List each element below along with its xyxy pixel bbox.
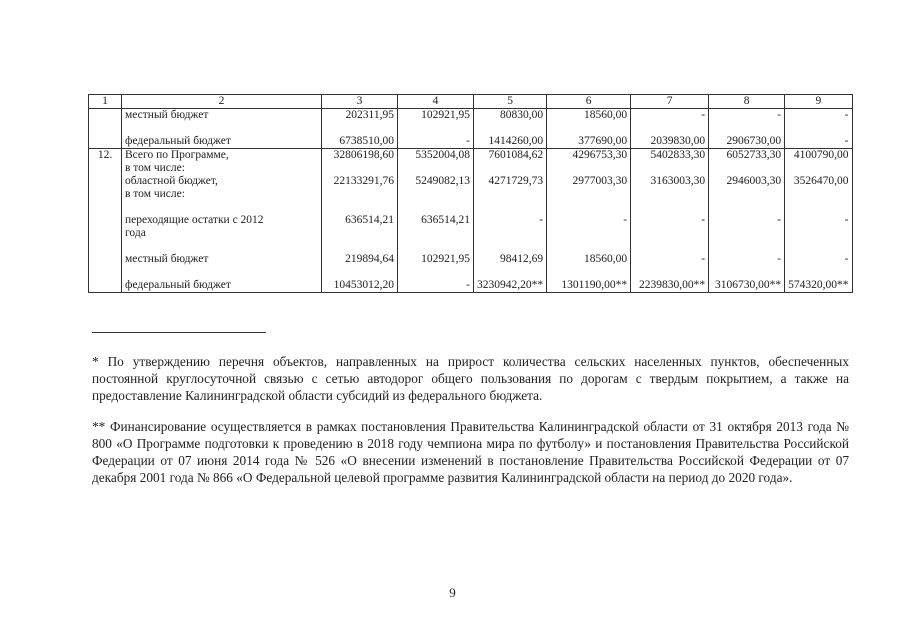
cell-line: 6052733,30 bbox=[726, 149, 782, 161]
cell-line bbox=[634, 240, 705, 253]
cell-line bbox=[712, 188, 781, 201]
cell-line: 4296753,30 bbox=[572, 149, 628, 161]
footnote-divider bbox=[92, 332, 266, 333]
footnote-1: * По утверждению перечня объектов, направленных на прирост количества сельских населенных пунктов, обеспеченных постоянной круглосуточной связью с сетью автодорог общего пользования по дорогам с твердым покрытием, а также на предоставление Калининградской области субсидий из федерального бюджета. bbox=[92, 354, 849, 403]
cell-line: 2239830,00** bbox=[639, 279, 706, 291]
cell-line bbox=[92, 266, 118, 279]
value-cell bbox=[547, 149, 631, 293]
cell-line: 6738510,00 bbox=[339, 135, 394, 147]
cell-line: 5402833,30 bbox=[650, 149, 706, 161]
cell-line: - bbox=[701, 214, 706, 226]
cell-line bbox=[92, 279, 118, 292]
cell-line bbox=[550, 201, 627, 214]
cell-line bbox=[92, 175, 118, 188]
cell-line: года bbox=[125, 227, 146, 239]
cell-line bbox=[550, 266, 627, 279]
value-cell bbox=[547, 109, 631, 149]
cell-line bbox=[788, 227, 848, 240]
cell-line: 18560,00 bbox=[584, 109, 628, 121]
cell-line: 636514,21 bbox=[345, 214, 394, 226]
cell-line: 3526470,00 bbox=[793, 175, 849, 187]
cell-line bbox=[712, 227, 781, 240]
value-cell bbox=[631, 149, 709, 293]
cell-line: - bbox=[777, 109, 782, 121]
cell-line bbox=[125, 266, 318, 279]
cell-line: местный бюджет bbox=[125, 253, 209, 265]
cell-line bbox=[634, 122, 705, 135]
value-cell bbox=[709, 149, 785, 293]
cell-line bbox=[550, 188, 627, 201]
column-number-5: 5 bbox=[474, 95, 547, 109]
cell-line bbox=[477, 266, 543, 279]
cell-line: - bbox=[777, 253, 782, 265]
cell-line bbox=[712, 240, 781, 253]
value-cell bbox=[474, 109, 547, 149]
cell-line: 3230942,20** bbox=[477, 279, 544, 291]
cell-line: в том числе: bbox=[125, 162, 185, 174]
column-number-3: 3 bbox=[322, 95, 398, 109]
cell-line bbox=[92, 188, 118, 201]
cell-line bbox=[788, 122, 848, 135]
cell-line bbox=[550, 227, 627, 240]
cell-line bbox=[634, 188, 705, 201]
cell-line: федеральный бюджет bbox=[125, 135, 231, 147]
cell-line bbox=[634, 201, 705, 214]
cell-line bbox=[712, 122, 781, 135]
budget-table bbox=[88, 94, 853, 293]
cell-line bbox=[92, 122, 118, 135]
column-number-1: 1 bbox=[89, 95, 122, 109]
cell-line bbox=[125, 201, 318, 214]
cell-line bbox=[477, 122, 543, 135]
cell-line bbox=[788, 162, 848, 175]
cell-line: 636514,21 bbox=[421, 214, 470, 226]
cell-line bbox=[325, 162, 394, 175]
cell-line: 202311,95 bbox=[345, 109, 394, 121]
cell-line bbox=[712, 266, 781, 279]
cell-line bbox=[401, 240, 470, 253]
cell-line: 5249082,13 bbox=[415, 175, 470, 187]
cell-line: - bbox=[701, 253, 706, 265]
cell-line: 2977003,30 bbox=[572, 175, 628, 187]
value-cell bbox=[322, 109, 398, 149]
cell-line: - bbox=[844, 214, 849, 226]
cell-line: - bbox=[539, 214, 544, 226]
cell-line: 2946003,30 bbox=[726, 175, 782, 187]
cell-line: 98412,69 bbox=[500, 253, 544, 265]
column-number-8: 8 bbox=[709, 95, 785, 109]
cell-line bbox=[401, 227, 470, 240]
cell-line bbox=[550, 240, 627, 253]
cell-line: 2906730,00 bbox=[726, 135, 782, 147]
cell-line bbox=[550, 162, 627, 175]
cell-line: 12. bbox=[97, 149, 113, 161]
cell-line bbox=[477, 227, 543, 240]
indicator-cell bbox=[122, 109, 322, 149]
cell-line bbox=[92, 253, 118, 266]
table-row bbox=[89, 149, 853, 293]
cell-line: 2039830,00 bbox=[650, 135, 706, 147]
cell-line: 1414260,00 bbox=[488, 135, 544, 147]
cell-line: - bbox=[777, 214, 782, 226]
cell-line bbox=[92, 135, 118, 148]
cell-line bbox=[401, 201, 470, 214]
cell-line bbox=[477, 240, 543, 253]
cell-line: местный бюджет bbox=[125, 109, 209, 121]
cell-line bbox=[477, 201, 543, 214]
cell-line bbox=[401, 162, 470, 175]
column-number-9: 9 bbox=[785, 95, 852, 109]
cell-line: 22133291,76 bbox=[333, 175, 394, 187]
cell-line: 18560,00 bbox=[584, 253, 628, 265]
cell-line bbox=[325, 266, 394, 279]
row-number-cell bbox=[89, 149, 122, 293]
cell-line bbox=[788, 188, 848, 201]
cell-line bbox=[788, 240, 848, 253]
column-number-2: 2 bbox=[122, 95, 322, 109]
value-cell bbox=[785, 149, 852, 293]
cell-line bbox=[634, 227, 705, 240]
cell-line bbox=[712, 162, 781, 175]
cell-line bbox=[634, 266, 705, 279]
cell-line: 80830,00 bbox=[500, 109, 544, 121]
cell-line bbox=[92, 240, 118, 253]
cell-line: - bbox=[466, 279, 470, 291]
cell-line: Всего по Программе, bbox=[125, 149, 229, 161]
cell-line: 574320,00** bbox=[788, 279, 849, 291]
cell-line bbox=[550, 122, 627, 135]
cell-line bbox=[477, 188, 543, 201]
cell-line: 219894,64 bbox=[345, 253, 394, 265]
cell-line: 5352004,08 bbox=[415, 149, 470, 161]
cell-line: - bbox=[623, 214, 628, 226]
value-cell bbox=[785, 109, 852, 149]
cell-line bbox=[325, 201, 394, 214]
cell-line: 102921,95 bbox=[421, 109, 470, 121]
indicator-cell bbox=[122, 149, 322, 293]
cell-line: 10453012,20 bbox=[333, 279, 394, 291]
cell-line: 7601084,62 bbox=[488, 149, 544, 161]
value-cell bbox=[709, 109, 785, 149]
column-number-4: 4 bbox=[398, 95, 474, 109]
cell-line: 102921,95 bbox=[421, 253, 470, 265]
cell-line bbox=[92, 162, 118, 175]
row-number-cell bbox=[89, 109, 122, 149]
cell-line bbox=[401, 266, 470, 279]
value-cell bbox=[474, 149, 547, 293]
cell-line bbox=[92, 109, 118, 122]
cell-line bbox=[325, 227, 394, 240]
cell-line: - bbox=[701, 109, 706, 121]
cell-line: 3106730,00** bbox=[715, 279, 782, 291]
cell-line bbox=[125, 122, 318, 135]
footnote-2: ** Финансирование осуществляется в рамках постановления Правительства Калининградской области от 31 октября 2013 года № 800 «О Программе подготовки к проведению в 2018 году чемпиона мира по футболу» и постановления Правительства Российской Федерации от 07 июня 2014 года № 526 «О внесении изменений в постановление Правительства Российской Федерации от 07 декабря 2001 года № 866 «О Федеральной целевой программе развития Калининградской области на период до 2020 года». bbox=[92, 419, 849, 485]
value-cell bbox=[398, 149, 474, 293]
cell-line: - bbox=[466, 135, 470, 147]
cell-line bbox=[401, 122, 470, 135]
cell-line: - bbox=[844, 109, 849, 121]
cell-line: в том числе: bbox=[125, 188, 185, 200]
value-cell bbox=[631, 109, 709, 149]
cell-line: 4100790,00 bbox=[793, 149, 849, 161]
cell-line bbox=[325, 122, 394, 135]
column-number-7: 7 bbox=[631, 95, 709, 109]
cell-line: 377690,00 bbox=[578, 135, 628, 147]
cell-line bbox=[125, 240, 318, 253]
cell-line bbox=[325, 188, 394, 201]
column-number-6: 6 bbox=[547, 95, 631, 109]
cell-line bbox=[634, 162, 705, 175]
cell-line: 4271729,73 bbox=[488, 175, 544, 187]
cell-line bbox=[92, 227, 118, 240]
cell-line: 3163003,30 bbox=[650, 175, 706, 187]
cell-line: федеральный бюджет bbox=[125, 279, 231, 291]
value-cell bbox=[322, 149, 398, 293]
cell-line bbox=[325, 240, 394, 253]
value-cell bbox=[398, 109, 474, 149]
cell-line bbox=[788, 201, 848, 214]
page-number: 9 bbox=[449, 585, 456, 600]
cell-line bbox=[401, 188, 470, 201]
cell-line: - bbox=[844, 135, 849, 147]
cell-line bbox=[92, 201, 118, 214]
cell-line: - bbox=[844, 253, 849, 265]
cell-line: 1301190,00** bbox=[561, 279, 628, 291]
cell-line bbox=[477, 162, 543, 175]
cell-line: переходящие остатки с 2012 bbox=[125, 214, 264, 226]
cell-line: 32806198,60 bbox=[333, 149, 394, 161]
table-header-row bbox=[89, 95, 853, 109]
table-row bbox=[89, 109, 853, 149]
cell-line: областной бюджет, bbox=[125, 175, 218, 187]
cell-line bbox=[92, 214, 118, 227]
cell-line bbox=[712, 201, 781, 214]
cell-line bbox=[788, 266, 848, 279]
